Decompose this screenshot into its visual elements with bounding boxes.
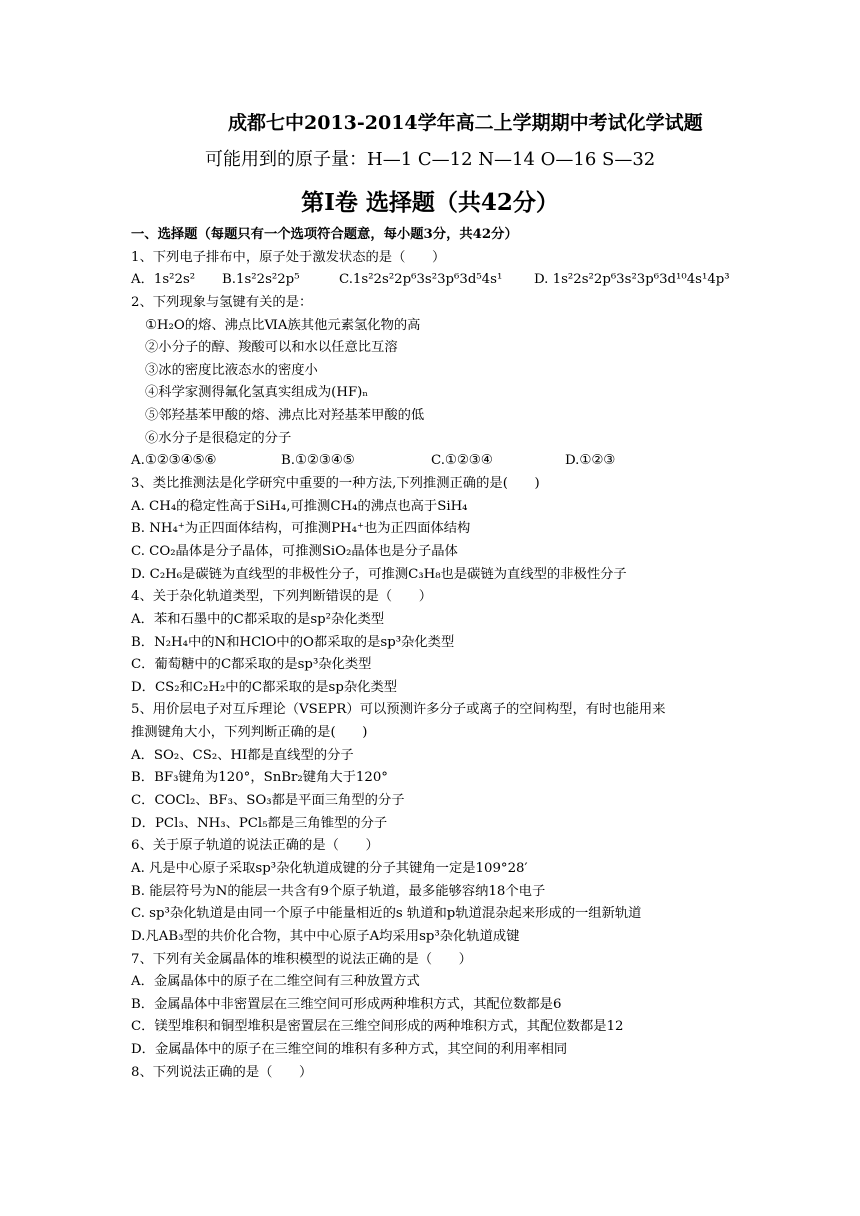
q2-item: ④科学家测得氟化氢真实组成为(HF)ₙ (145, 385, 369, 401)
q7-option-c: C．镁型堆积和铜型堆积是密置层在三维空间形成的两种堆积方式，其配位数都是12 (131, 1019, 624, 1035)
q3-option-c: C. CO₂晶体是分子晶体，可推测SiO₂晶体也是分子晶体 (131, 543, 458, 559)
question-2-stem: 2、下列现象与氢键有关的是： (131, 294, 313, 310)
question-5-stem-continued: 推测键角大小，下列判断正确的是( ) (131, 725, 368, 741)
q5-option-a: A．SO₂、CS₂、HI都是直线型的分子 (131, 747, 354, 763)
q2-item: ⑤邻羟基苯甲酸的熔、沸点比对羟基苯甲酸的低 (145, 408, 425, 424)
q7-option-a: A．金属晶体中的原子在二维空间有三种放置方式 (131, 974, 420, 990)
q2-item: ③冰的密度比液态水的密度小 (145, 362, 318, 378)
q5-option-b: B．BF₃键角为120°，SnBr₂键角大于120° (131, 770, 388, 786)
question-3-stem: 3、类比推测法是化学研究中重要的一种方法,下列推测正确的是( ) (131, 476, 540, 492)
q2-item: ②小分子的醇、羧酸可以和水以任意比互溶 (145, 340, 398, 356)
q6-option-c: C. sp³杂化轨道是由同一个原子中能量相近的s 轨道和p轨道混杂起来形成的一组新轨道 (131, 906, 642, 922)
question-content (131, 224, 731, 1084)
q4-option-a: A．苯和石墨中的C都采取的是sp²杂化类型 (131, 611, 385, 627)
q2-item: ①H₂O的熔、沸点比ⅥA族其他元素氢化物的高 (145, 317, 421, 333)
question-4-stem: 4、关于杂化轨道类型，下列判断错误的是（ ） (131, 589, 432, 605)
q5-option-c: C．COCl₂、BF₃、SO₃都是平面三角型的分子 (131, 793, 405, 809)
q2-option-a: A.①②③④⑤⑥ (131, 453, 217, 469)
question-2-options (131, 450, 731, 473)
q6-option-a: A. 凡是中心原子采取sp³杂化轨道成键的分子其键角一定是109°28′ (131, 860, 528, 876)
section-instruction: 一、选择题（每题只有一个选项符合题意，每小题3分，共42分） (131, 227, 518, 242)
q5-option-d: D．PCl₃、NH₃、PCl₅都是三角锥型的分子 (131, 815, 388, 831)
exam-title: 成都七中2013-2014学年高二上学期期中考试化学试题 (228, 112, 703, 134)
q6-option-d: D.凡AB₃型的共价化合物，其中中心原子A均采用sp³杂化轨道成键 (131, 928, 520, 944)
q3-option-d: D. C₂H₆是碳链为直线型的非极性分子，可推测C₃H₈也是碳链为直线型的非极性分子 (131, 566, 627, 582)
q1-option-a: A．1s²2s² (131, 272, 196, 288)
question-1-stem: 1、下列电子排布中，原子处于激发状态的是（ ） (131, 249, 446, 265)
q4-option-c: C．葡萄糖中的C都采取的是sp³杂化类型 (131, 657, 372, 673)
q6-option-b: B. 能层符号为N的能层一共含有9个原子轨道，最多能够容纳18个电子 (131, 883, 546, 899)
q2-item: ⑥水分子是很稳定的分子 (145, 430, 292, 446)
q1-option-d: D. 1s²2s²2p⁶3s²3p⁶3d¹⁰4s¹4p³ (534, 272, 730, 288)
q7-option-b: B．金属晶体中非密置层在三维空间可形成两种堆积方式，其配位数都是6 (131, 996, 562, 1012)
question-8-stem: 8、下列说法正确的是（ ） (131, 1064, 313, 1080)
q1-option-b: B.1s²2s²2p⁵ (222, 272, 300, 288)
section-title: 第Ⅰ卷 选择题（共42分） (301, 189, 559, 216)
q2-option-b: B.①②③④⑤ (281, 453, 355, 469)
q2-option-c: C.①②③④ (431, 453, 493, 469)
q3-option-b: B. NH₄⁺为正四面体结构，可推测PH₄⁺也为正四面体结构 (131, 521, 471, 537)
q1-option-c: C.1s²2s²2p⁶3s²3p⁶3d⁵4s¹ (339, 272, 503, 288)
question-5-stem: 5、用价层电子对互斥理论（VSEPR）可以预测许多分子或离子的空间构型，有时也能用来 (131, 702, 666, 718)
q4-option-b: B．N₂H₄中的N和HClO中的O都采取的是sp³杂化类型 (131, 634, 455, 650)
question-1-options (131, 269, 731, 292)
atomic-masses: 可能用到的原子量：H—1 C—12 N—14 O—16 S—32 (205, 149, 656, 170)
q4-option-d: D．CS₂和C₂H₂中的C都采取的是sp杂化类型 (131, 679, 398, 695)
question-7-stem: 7、下列有关金属晶体的堆积模型的说法正确的是（ ） (131, 951, 472, 967)
q7-option-d: D．金属晶体中的原子在三维空间的堆积有多种方式，其空间的利用率相同 (131, 1042, 568, 1058)
q3-option-a: A. CH₄的稳定性高于SiH₄,可推测CH₄的沸点也高于SiH₄ (131, 498, 468, 514)
q2-option-d: D.①②③ (565, 453, 616, 469)
question-6-stem: 6、关于原子轨道的说法正确的是（ ） (131, 838, 379, 854)
